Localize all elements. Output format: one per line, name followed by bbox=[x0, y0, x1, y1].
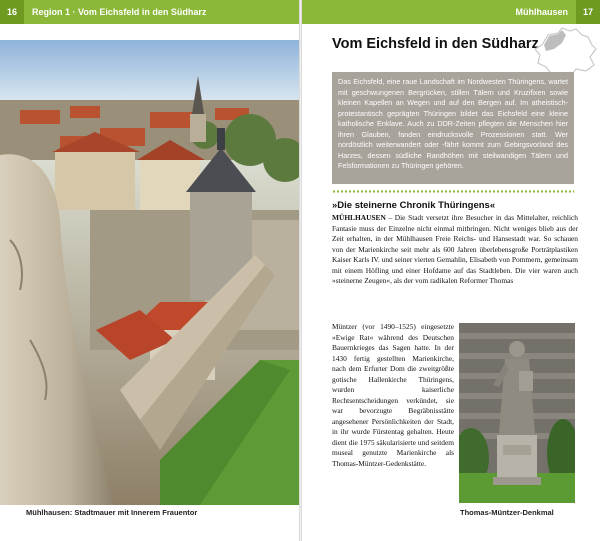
section-subheading: »Die steinerne Chronik Thüringens« bbox=[332, 200, 496, 211]
left-photo-caption: Mühlhausen: Stadtmauer mit Innerem Frauentor bbox=[26, 508, 198, 517]
right-page-number: 17 bbox=[576, 0, 600, 24]
chapter-title: Vom Eichsfeld in den Südharz bbox=[332, 36, 539, 52]
body-text-full: – Die Stadt versetzt ihre Besucher in das Mittelalter, reichlich Fantasie muss der Einzelne nicht einmal mitbringen. Nicht weniges blieb aus der Zeit erhalten, in der Mühlhausen Freie Reichs- und Hansestadt war. So schauen von der Marienkirche seit mehr als 600 Jahren überlebensgroße Porträtplastiken Kaiser Karls IV. und seiner vierten Gemahlin, Elisabeth von Pommern, gemeinsam mit einem Höfling und einer Hofdame auf das Stadtleben. Die vier waren auch »steinerne Zeugen«, als der vom radikalen Reformer Thomas bbox=[332, 213, 578, 285]
body-lead-word: MÜHLHAUSEN bbox=[332, 213, 386, 222]
right-section-title: Mühlhausen bbox=[515, 7, 568, 17]
spread-gutter bbox=[299, 0, 302, 541]
intro-box: Das Eichsfeld, eine raue Landschaft im Nordwesten Thüringens, wartet mit geschwungenen Bergrücken, stillen Tälern und Kruzifixen sowie kleinen Kapellen an Wegen und auf den Bergen auf. Im atheistisch-protestantisch geprägten Thüringen bildet das Eichsfeld eine kleine katholische Enklave. Auch zu DDR-Zeiten pflegten die Menschen hier ihren Glauben, fanden eindrucksvolle Prozessionen statt. Wer nordöstlich weiterwandert oder -fährt kommt zum Gebirgsvorland des Harzes, dessen südliche Randhöhen mit steilwandigen Tälern und Felsformationen zu Thüringen gehören. bbox=[332, 72, 574, 184]
left-page-header bbox=[0, 0, 299, 24]
muentzer-monument-photo bbox=[459, 323, 575, 503]
dotted-divider bbox=[332, 190, 574, 193]
left-region-title: Region 1 · Vom Eichsfeld in den Südharz bbox=[32, 7, 207, 17]
right-photo-caption: Thomas-Müntzer-Denkmal bbox=[460, 508, 554, 517]
left-page-number: 16 bbox=[0, 0, 24, 24]
body-text-full-width bbox=[332, 213, 578, 287]
town-wall-photo bbox=[0, 40, 299, 505]
body-text-narrow-column: Müntzer (vor 1490–1525) eingesetzte »Ewige Rat« während des Deutschen Bauernkrieges das Sagen hatte. In der 1430 fertig gestellten Marienkirche, nach dem Erfurter Dom die zweitgrößte gotische Hallenkirche Thüringens, wurden kaiserliche Rechtsentscheidungen verkündet, sie war bevorzugte Begräbnisstätte angesehener Persönlichkeiten der Stadt, in ihr wurde Fürstentag gehalten. Heute dient die 1975 säkularisierte und seitdem museal genutzte Marienkirche als Thomas-Müntzer-Gedenkstätte. bbox=[332, 322, 454, 468]
right-page-header bbox=[302, 0, 600, 24]
